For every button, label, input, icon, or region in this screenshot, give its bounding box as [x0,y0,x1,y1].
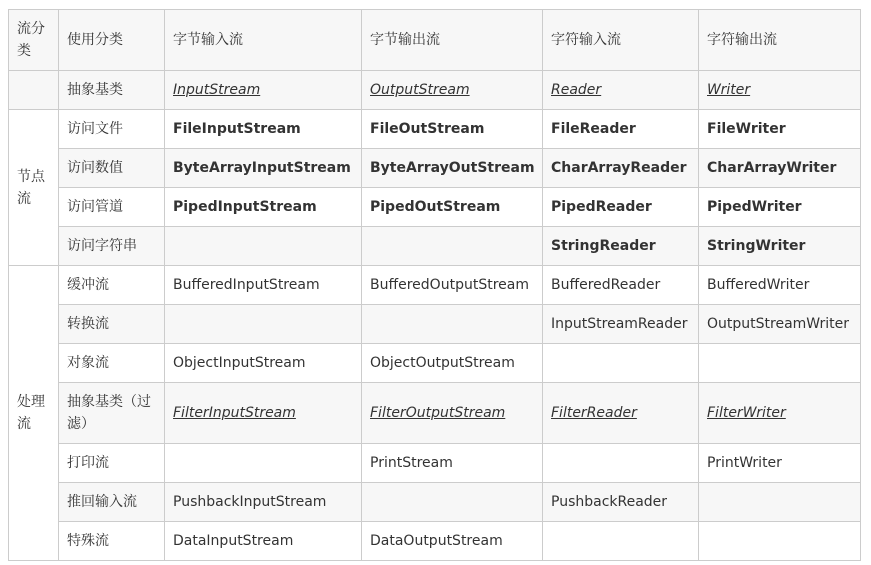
table-row [9,149,861,188]
row-label: 抽象基类（过滤） [59,383,165,444]
header-usage: 使用分类 [59,10,165,71]
cell-char-out [699,483,861,522]
cell-byte-out [362,227,543,266]
cell-byte-in [165,71,362,110]
cell-char-out: PrintWriter [699,444,861,483]
cell-char-out: OutputStreamWriter [699,305,861,344]
cell-byte-out [362,483,543,522]
cell-byte-in: PipedInputStream [165,188,362,227]
table-row [9,110,861,149]
table-row [9,188,861,227]
cell-byte-in: ObjectInputStream [165,344,362,383]
table-row [9,444,861,483]
cell-byte-out: PrintStream [362,444,543,483]
cell-char-out [699,71,861,110]
cell-char-out: BufferedWriter [699,266,861,305]
cell-char-in: BufferedReader [543,266,699,305]
header-char-in: 字符输入流 [543,10,699,71]
cell-byte-out: BufferedOutputStream [362,266,543,305]
node-group-label: 节点流 [9,110,59,266]
cell-char-out [699,344,861,383]
table-row [9,227,861,266]
table-row [9,266,861,305]
header-byte-out: 字节输出流 [362,10,543,71]
cell-byte-in: ByteArrayInputStream [165,149,362,188]
cell-char-in [543,344,699,383]
processing-group-label: 处理流 [9,266,59,561]
abstract-row [9,71,861,110]
cell-byte-in: BufferedInputStream [165,266,362,305]
cell-char-in: PushbackReader [543,483,699,522]
cell-char-out: StringWriter [699,227,861,266]
cell-char-in: PipedReader [543,188,699,227]
reader-link[interactable]: Reader [551,82,602,98]
cell-char-in: StringReader [543,227,699,266]
cell-char-in: FileReader [543,110,699,149]
header-byte-in: 字节输入流 [165,10,362,71]
filterwriter-link[interactable]: FilterWriter [707,405,786,421]
cell-byte-out [362,383,543,444]
cell-byte-in [165,305,362,344]
row-label: 打印流 [59,444,165,483]
cell-byte-in: PushbackInputStream [165,483,362,522]
row-label: 推回输入流 [59,483,165,522]
cell-byte-out: FileOutStream [362,110,543,149]
cell-byte-out [362,305,543,344]
inputstream-link[interactable]: InputStream [173,82,261,98]
header-category: 流分类 [9,10,59,71]
cell-byte-out [362,71,543,110]
writer-link[interactable]: Writer [707,82,751,98]
row-label: 访问数值 [59,149,165,188]
outputstream-link[interactable]: OutputStream [370,82,470,98]
cell-char-in [543,522,699,561]
filterinputstream-link[interactable]: FilterInputStream [173,405,296,421]
cell-byte-out: ObjectOutputStream [362,344,543,383]
cell-byte-in: DataInputStream [165,522,362,561]
cell-byte-out: DataOutputStream [362,522,543,561]
row-label: 特殊流 [59,522,165,561]
cell-byte-in [165,227,362,266]
cell-char-in: InputStreamReader [543,305,699,344]
cell-char-out [699,383,861,444]
header-row [9,10,861,71]
cell-char-out: PipedWriter [699,188,861,227]
filteroutputstream-link[interactable]: FilterOutputStream [370,405,506,421]
table-row [9,483,861,522]
cell-byte-out: PipedOutStream [362,188,543,227]
row-label: 访问字符串 [59,227,165,266]
io-stream-table [8,9,861,561]
table-row [9,305,861,344]
cell-char-out: FileWriter [699,110,861,149]
cell-char-out [699,522,861,561]
filterreader-link[interactable]: FilterReader [551,405,637,421]
cell-char-in [543,383,699,444]
row-label: 转换流 [59,305,165,344]
cell-char-in: CharArrayReader [543,149,699,188]
row-label: 访问文件 [59,110,165,149]
row-label: 访问管道 [59,188,165,227]
table-row [9,522,861,561]
empty-cell [9,71,59,110]
row-label: 对象流 [59,344,165,383]
table-row [9,383,861,444]
cell-byte-in [165,444,362,483]
table-row [9,344,861,383]
cell-char-in [543,71,699,110]
header-char-out: 字符输出流 [699,10,861,71]
cell-byte-out: ByteArrayOutStream [362,149,543,188]
row-label: 抽象基类 [59,71,165,110]
cell-byte-in: FileInputStream [165,110,362,149]
cell-char-in [543,444,699,483]
cell-char-out: CharArrayWriter [699,149,861,188]
row-label: 缓冲流 [59,266,165,305]
cell-byte-in [165,383,362,444]
